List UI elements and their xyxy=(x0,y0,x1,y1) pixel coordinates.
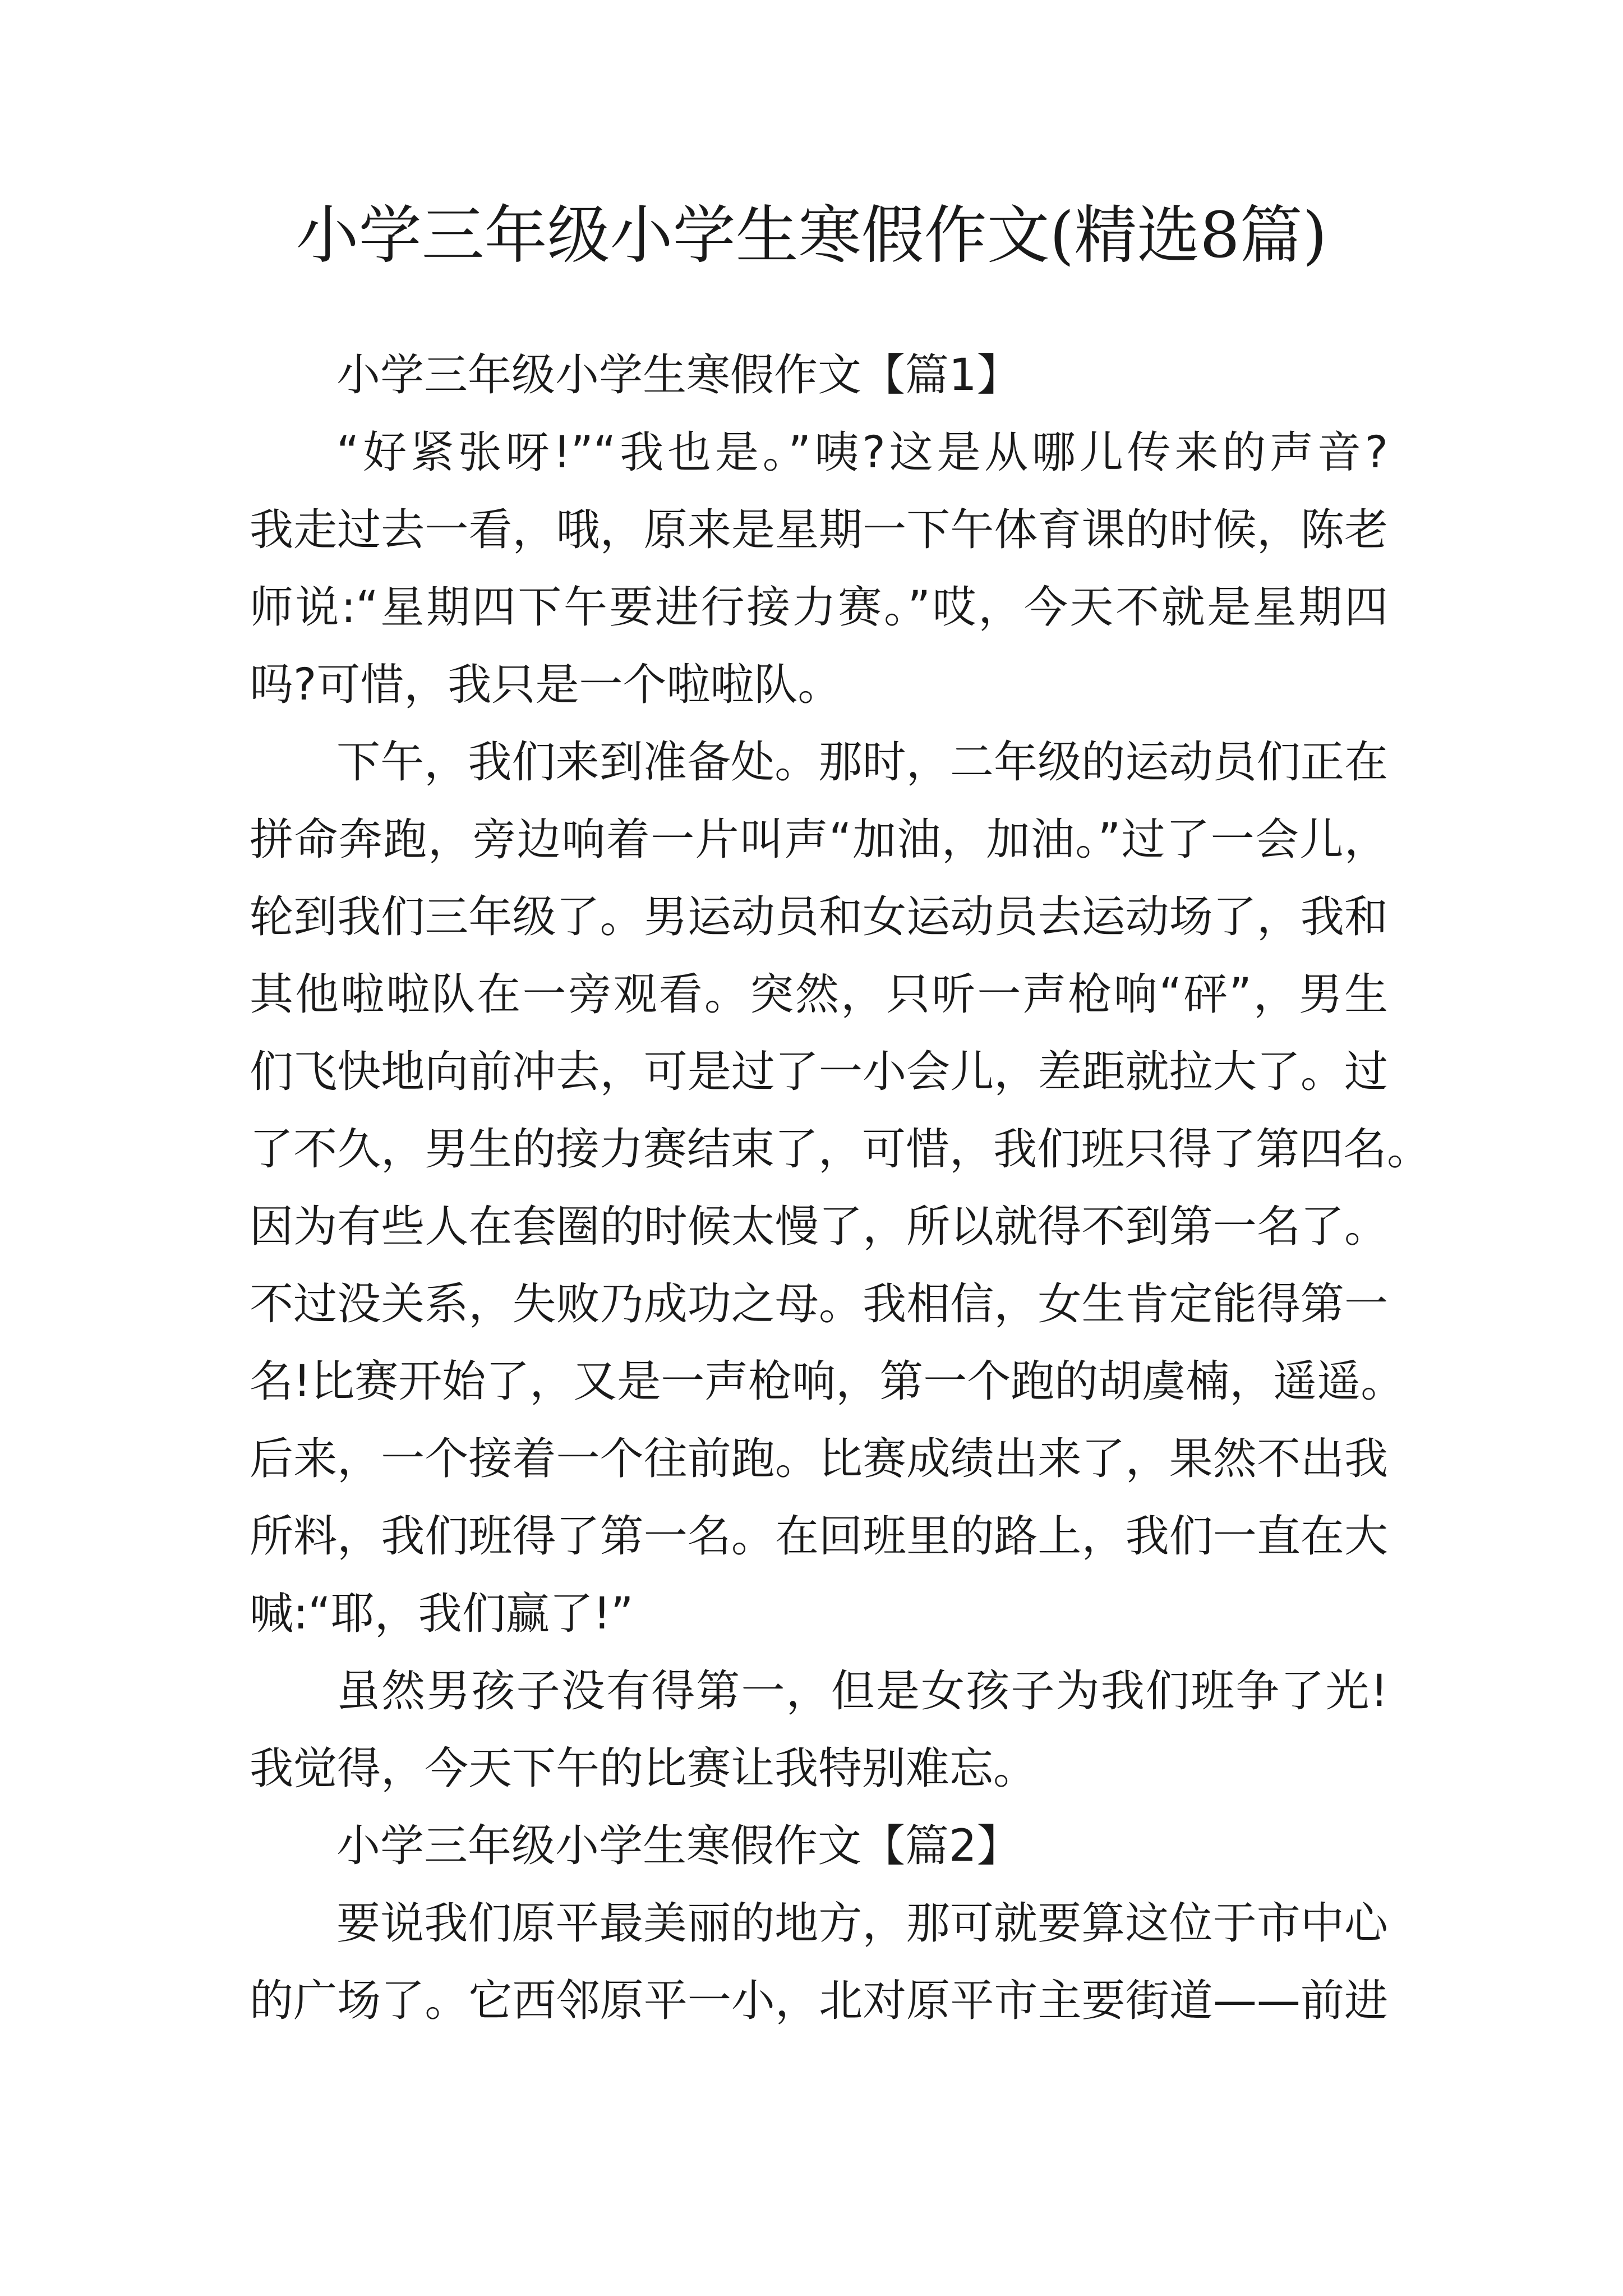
text-line: 所料，我们班得了第一名。在回班里的路上，我们一直在大 xyxy=(250,1511,1388,1562)
section-heading: 小学三年级小学生寒假作文【篇1】 xyxy=(336,350,1021,401)
text-line: 们飞快地向前冲去，可是过了一小会儿，差距就拉大了。过 xyxy=(250,1047,1388,1097)
text-line: 我觉得，今天下午的比赛让我特别难忘。 xyxy=(250,1743,1038,1794)
document-body xyxy=(250,337,1431,2040)
text-line: 下午，我们来到准备处。那时，二年级的运动员们正在 xyxy=(336,737,1388,788)
text-line: 吗?可惜，我只是一个啦啦队。 xyxy=(250,660,842,710)
text-line: 了不久，男生的接力赛结束了，可惜，我们班只得了第四名。 xyxy=(250,1124,1431,1175)
section-heading: 小学三年级小学生寒假作文【篇2】 xyxy=(336,1821,1021,1871)
text-line: 拼命奔跑，旁边响着一片叫声“加油，加油。”过了一会儿， xyxy=(250,815,1388,865)
text-line: 要说我们原平最美丽的地方，那可就要算这位于市中心 xyxy=(336,1898,1388,1949)
text-line: 的广场了。它西邻原平一小，北对原平市主要街道——前进 xyxy=(250,1976,1388,2026)
text-line: 师说:“星期四下午要进行接力赛。”哎，今天不就是星期四 xyxy=(250,582,1388,633)
text-line: 虽然男孩子没有得第一，但是女孩子为我们班争了光! xyxy=(336,1666,1388,1717)
text-line: 我走过去一看，哦，原来是星期一下午体育课的时候，陈老 xyxy=(250,505,1388,555)
text-line: 其他啦啦队在一旁观看。突然，只听一声枪响“砰”，男生 xyxy=(250,969,1388,1020)
document-title: 小学三年级小学生寒假作文(精选8篇) xyxy=(296,199,1327,272)
text-line: 因为有些人在套圈的时候太慢了，所以就得不到第一名了。 xyxy=(250,1202,1388,1252)
text-line: 不过没关系，失败乃成功之母。我相信，女生肯定能得第一 xyxy=(250,1279,1388,1329)
text-line: “好紧张呀!”“我也是。”咦?这是从哪儿传来的声音? xyxy=(336,427,1388,478)
text-line: 喊:“耶，我们赢了!” xyxy=(250,1589,634,1639)
text-line: 轮到我们三年级了。男运动员和女运动员去运动场了，我和 xyxy=(250,892,1388,942)
text-line: 名!比赛开始了，又是一声枪响，第一个跑的胡虞楠，遥遥。 xyxy=(250,1356,1405,1407)
text-line: 后来，一个接着一个往前跑。比赛成绩出来了，果然不出我 xyxy=(250,1434,1388,1484)
